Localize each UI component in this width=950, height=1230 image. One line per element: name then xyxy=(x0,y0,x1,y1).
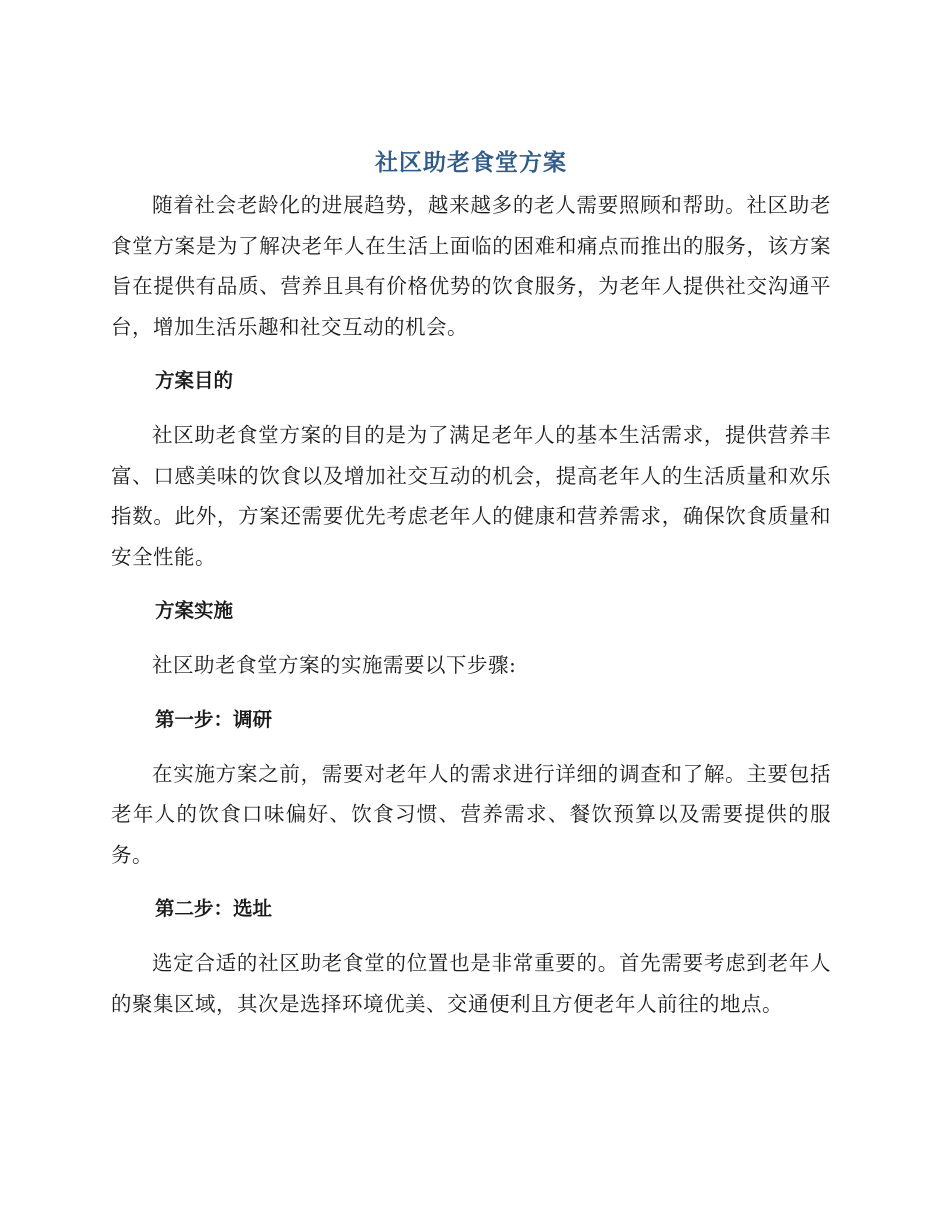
document-page xyxy=(111,143,831,1024)
document-title: 社区助老食堂方案 xyxy=(375,150,567,176)
section-paragraph-step-two: 选定合适的社区助老食堂的位置也是非常重要的。首先需要考虑到老年人的聚集区域，其次是选择环境优美、交通便利且方便老年人前往的地点。 xyxy=(111,951,831,1016)
section-paragraph-purpose: 社区助老食堂方案的目的是为了满足老年人的基本生活需求，提供营养丰富、口感美味的饮食以及增加社交互动的机会，提高老年人的生活质量和欢乐指数。此外，方案还需要优先考虑老年人的健康和营养需求，确保饮食质量和安全性能。 xyxy=(111,423,831,569)
section-paragraph-step-one: 在实施方案之前，需要对老年人的需求进行详细的调查和了解。主要包括老年人的饮食口味偏好、饮食习惯、营养需求、餐饮预算以及需要提供的服务。 xyxy=(111,761,831,867)
section-heading-step-one: 第一步：调研 xyxy=(155,707,273,731)
section-heading-step-two: 第二步：选址 xyxy=(155,897,273,920)
intro-paragraph: 随着社会老龄化的进展趋势，越来越多的老人需要照顾和帮助。社区助老食堂方案是为了解决老年人在生活上面临的困难和痛点而推出的服务，该方案旨在提供有品质、营养且具有价格优势的饮食服务，为老年人提供社交沟通平台，增加生活乐趣和社交互动的机会。 xyxy=(111,193,831,339)
section-heading-purpose: 方案目的 xyxy=(155,369,234,392)
section-paragraph-implementation: 社区助老食堂方案的实施需要以下步骤: xyxy=(152,653,517,677)
section-heading-implementation: 方案实施 xyxy=(155,599,234,622)
